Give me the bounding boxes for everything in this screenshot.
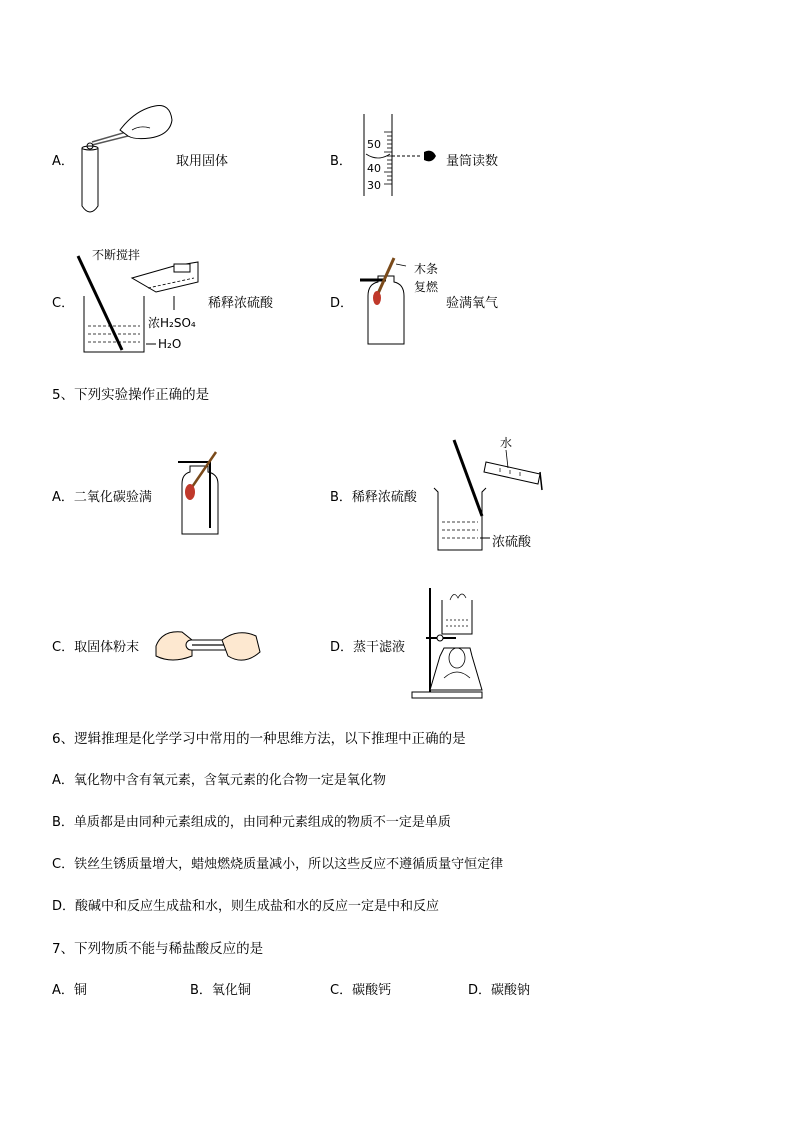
q4-option-a-letter: A． (52, 154, 74, 169)
q4-c-label-acid: 浓H₂SO₄ (148, 316, 196, 330)
q4-option-b-caption: 量筒读数 (446, 154, 499, 169)
q5-option-d: D．蒸干滤液 (330, 640, 406, 655)
q4-a-illustration (80, 100, 180, 220)
q4-option-a-caption: 取用固体 (176, 154, 229, 169)
q5-stem: 5、下列实验操作正确的是 (52, 387, 210, 403)
q5-option-a: A．二氧化碳验满 (52, 490, 152, 505)
q6-option-a: A．氧化物中含有氧元素，含氧元素的化合物一定是氧化物 (52, 773, 386, 788)
q4-option-c-caption: 稀释浓硫酸 (208, 296, 274, 311)
q5-b-label-water: 水 (500, 436, 513, 450)
q5-option-c: C．取固体粉末 (52, 640, 140, 655)
q4-option-d-caption: 验满氧气 (446, 296, 499, 311)
q5-option-b: B．稀释浓硫酸 (330, 490, 417, 505)
q4-option-d-letter: D． (330, 296, 354, 311)
q5-d-illustration (406, 586, 486, 700)
q6-option-d: D．酸碱中和反应生成盐和水，则生成盐和水的反应一定是中和反应 (52, 899, 440, 914)
q5-c-illustration (152, 622, 264, 670)
q5-a-illustration (172, 448, 232, 538)
q7-option-a: A．铜 (52, 983, 87, 998)
q6-option-c: C．铁丝生锈质量增大，蜡烛燃烧质量减小，所以这些反应不遵循质量守恒定律 (52, 857, 504, 872)
q5-b-label-acid: 浓硫酸 (492, 535, 532, 550)
q4-b-tick-50: 50 (367, 138, 381, 151)
q4-b-tick-40: 40 (367, 162, 381, 175)
q7-option-b: B．氧化铜 (190, 983, 251, 998)
q4-d-label-relight: 复燃 (414, 280, 439, 294)
q7-option-d: D．碳酸钠 (468, 983, 531, 998)
q4-option-c-letter: C． (52, 296, 75, 311)
q4-b-tick-30: 30 (367, 179, 381, 192)
q4-c-label-stir: 不断搅拌 (92, 248, 141, 262)
q6-option-b: B．单质都是由同种元素组成的，由同种元素组成的物质不一定是单质 (52, 815, 451, 830)
q4-c-label-water: H₂O (158, 337, 182, 351)
q6-stem: 6、逻辑推理是化学学习中常用的一种思维方法，以下推理中正确的是 (52, 731, 466, 747)
q4-option-b-letter: B． (330, 154, 352, 169)
q7-option-c: C．碳酸钙 (330, 983, 392, 998)
q4-c-illustration (74, 252, 214, 362)
q4-d-label-stick: 木条 (414, 262, 439, 276)
q7-stem: 7、下列物质不能与稀盐酸反应的是 (52, 941, 264, 957)
